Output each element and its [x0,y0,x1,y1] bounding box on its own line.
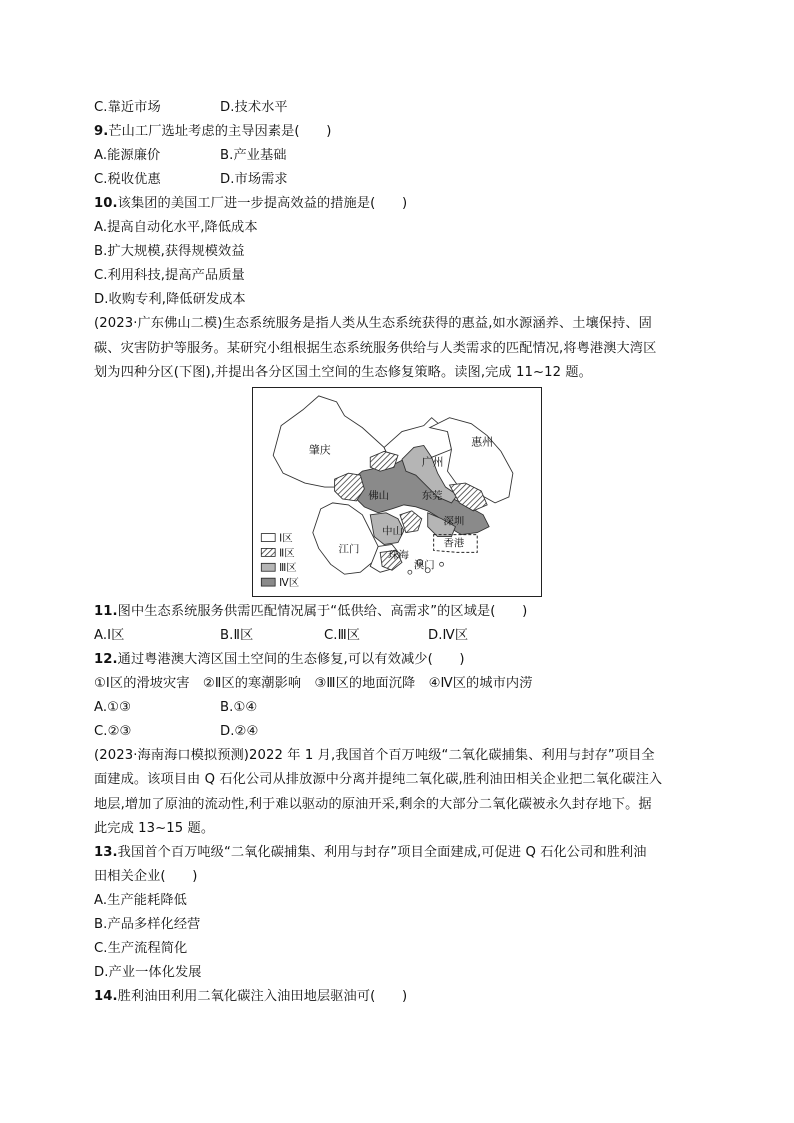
q11-option-a: A.Ⅰ区 [94,628,125,643]
label-huizhou: 惠州 [471,435,494,449]
q10-number: 10. [94,196,118,211]
q12-option-d: D.②④ [220,724,259,739]
label-hongkong: 香港 [443,537,465,550]
legend-swatch-zone3 [261,563,275,571]
map-svg [253,388,541,596]
label-zhongshan: 中山 [382,525,403,538]
legend-zone4: Ⅳ区 [279,577,300,590]
island-4 [440,562,444,566]
map-legend [261,533,299,590]
legend-zone2: Ⅱ区 [279,547,295,560]
q13-stem-line2: 田相关企业( ) [94,869,198,884]
q14-stem [94,988,407,1006]
q9-option-d: D.市场需求 [220,172,288,187]
q12-options-ab [94,699,257,717]
q11-options [94,627,468,645]
legend-swatch-zone1 [261,534,275,542]
legend-swatch-zone4 [261,578,275,586]
label-zhuhai: 珠海 [388,549,409,562]
q10-option-d: D.收购专利,降低研发成本 [94,292,246,307]
passage2-line1: (2023·海南海口模拟预测)2022 年 1 月,我国首个百万吨级“二氧化碳捕集、利用与封存”项目全 [94,748,655,763]
passage1-line3: 划为四种分区(下图),并提出各分区国土空间的生态修复策略。读图,完成 11~12 题。 [94,365,592,380]
q13-option-d: D.产业一体化发展 [94,965,202,980]
q12-option-a: A.①③ [94,700,132,715]
label-foshan: 佛山 [368,489,390,502]
legend-zone3: Ⅲ区 [279,562,297,575]
passage2-line4: 此完成 13~15 题。 [94,821,215,836]
q12-text: 通过粤港澳大湾区国土空间的生态修复,可以有效减少( ) [117,652,465,667]
q12-stem [94,651,465,669]
q9-stem [94,123,331,141]
q12-option-c: C.②③ [94,724,132,739]
q12-number: 12. [94,652,118,667]
q13-option-a: A.生产能耗降低 [94,893,187,908]
q11-option-d: D.Ⅳ区 [428,628,469,643]
q8-option-c: C.靠近市场 [94,100,161,115]
q9-text: 芒山工厂选址考虑的主导因素是( ) [108,124,332,139]
q13-option-c: C.生产流程简化 [94,941,188,956]
q9-number: 9. [94,124,109,139]
label-guangzhou: 广州 [421,455,444,469]
q11-text: 图中生态系统服务供需匹配情况属于“低供给、高需求”的区域是( ) [117,604,528,619]
island-3 [408,570,412,574]
gba-ecological-zone-map [252,387,542,597]
q9-option-a: A.能源廉价 [94,148,161,163]
passage1-line2: 碳、灾害防护等服务。某研究小组根据生态系统服务供给与人类需求的匹配情况,将粤港澳大湾区 [94,341,657,356]
label-zhaoqing: 肇庆 [308,443,331,457]
q10-option-c: C.利用科技,提高产品质量 [94,268,245,283]
q13-text1: 我国首个百万吨级“二氧化碳捕集、利用与封存”项目全面建成,可促进 Q 石化公司和胜利油 [117,845,647,860]
q13-option-b: B.产品多样化经营 [94,917,201,932]
legend-zone1: Ⅰ区 [279,532,293,545]
q9-options-ab [94,147,287,165]
q10-stem [94,195,407,213]
q13-number: 13. [94,845,118,860]
passage2-line2: 面建成。该项目由 Q 石化公司从排放源中分离并提纯二氧化碳,胜利油田相关企业把二氧化碳注入 [94,772,663,787]
q14-text: 胜利油田利用二氧化碳注入油田地层驱油可( ) [117,989,408,1004]
zone1-jiangmen [313,503,378,574]
passage1-line1: (2023·广东佛山二模)生态系统服务是指人类从生态系统获得的惠益,如水源涵养、土壤保持、固 [94,316,652,331]
label-dongguan: 东莞 [421,489,443,502]
q9-option-b: B.产业基础 [220,148,287,163]
label-jiangmen: 江门 [338,543,360,556]
q11-option-b: B.Ⅱ区 [220,628,254,643]
q10-text: 该集团的美国工厂进一步提高效益的措施是( ) [117,196,408,211]
q11-option-c: C.Ⅲ区 [324,628,361,643]
q8-options-cd [94,99,288,117]
q11-stem [94,603,527,621]
q14-number: 14. [94,989,118,1004]
q12-options-cd [94,723,258,741]
q9-option-c: C.税收优惠 [94,172,161,187]
q13-stem-line1 [94,844,647,862]
q10-option-b: B.扩大规模,获得规模效益 [94,244,245,259]
q9-options-cd [94,171,288,189]
legend-swatch-zone2 [261,548,275,556]
q12-items: ①Ⅰ区的滑坡灾害 ②Ⅱ区的寒潮影响 ③Ⅲ区的地面沉降 ④Ⅳ区的城市内涝 [94,676,533,691]
q10-option-a: A.提高自动化水平,降低成本 [94,220,258,235]
q8-option-d: D.技术水平 [220,100,288,115]
q11-number: 11. [94,604,118,619]
q12-option-b: B.①④ [220,700,258,715]
label-shenzhen: 深圳 [443,515,465,528]
label-macau: 澳门 [413,559,435,572]
passage2-line3: 地层,增加了原油的流动性,利于难以驱动的原油开采,剩余的大部分二氧化碳被永久封存地下。据 [94,797,652,812]
